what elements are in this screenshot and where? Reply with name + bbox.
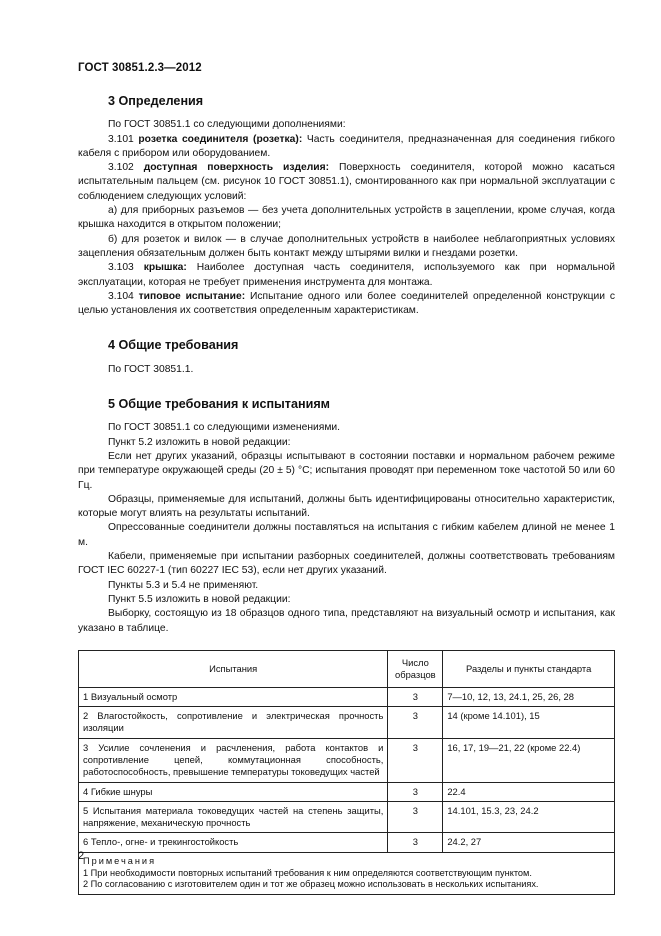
table-row (79, 687, 615, 706)
cell-test: 1 Визуальный осмотр (79, 687, 388, 706)
note-1: 1 При необходимости повторных испытаний требования к ним определяются соответствующим пунктом. (83, 867, 532, 878)
header-clauses: Разделы и пункты стандарта (443, 650, 615, 687)
definition-3-103 (78, 261, 615, 290)
section-4-text: По ГОСТ 30851.1. (108, 363, 194, 375)
cell-clauses: 7—10, 12, 13, 24.1, 25, 26, 28 (443, 687, 615, 706)
definition-term: крышка: (143, 262, 187, 274)
definition-3-104 (78, 290, 615, 319)
table-notes-row (79, 852, 615, 894)
cell-count: 3 (388, 833, 443, 852)
definition-3-102-item-a: а) для приборных разъемов — без учета дополнительных устройств в зацеплении, кроме случая, когда крышка находится в открытом положении; (78, 205, 615, 231)
section-3-intro: По ГОСТ 30851.1 со следующими дополнениями: (108, 119, 346, 131)
definition-3-101 (78, 133, 615, 162)
cell-test: 4 Гибкие шнуры (79, 782, 388, 801)
cell-count: 3 (388, 687, 443, 706)
document-code-header: ГОСТ 30851.2.3—2012 (78, 62, 202, 74)
section-5-paragraph: Пункт 5.5 изложить в новой редакции: (108, 593, 291, 605)
table-row (79, 707, 615, 739)
definition-3-102-item-b: б) для розеток и вилок — в случае дополнительных устройств в наиболее неблагоприятных условиях зацепления обязательным должен быть контакт между штырями вилки и гнездами розетки. (78, 233, 615, 259)
definition-text: Поверхность соединителя, которой можно касаться испытательным пальцем (см. рисунок 10 ГОСТ 30851.1), смонтированного как при нормальной эксплуатации с соблюдением следующих условий: (78, 162, 615, 202)
section-4-heading: 4 Общие требования (108, 338, 239, 353)
definition-term: доступная поверхность изделия: (143, 162, 330, 174)
definition-term: типовое испытание: (138, 290, 246, 302)
cell-test: 3 Усилие сочленения и расчленения, работа контактов и сопротивление цепей, коммутационная способность, работоспособность, превышение температуры токоведущих частей (79, 738, 388, 782)
notes-title: Примечания (83, 855, 157, 866)
section-5-heading: 5 Общие требования к испытаниям (108, 397, 330, 412)
page-content (78, 88, 615, 895)
definition-text: Наиболее доступная часть соединителя, используемого как при нормальной эксплуатации, которая не требует применения инструмента для монтажа. (78, 262, 615, 288)
section-5-paragraph: Если нет других указаний, образцы испытывают в состоянии поставки и нормальном рабочем режиме при температуре окружающей среды (20 ± 5) °C; испытания проводят при переменном токе частотой 50 или 60 Гц. (78, 450, 615, 491)
cell-clauses: 14.101, 15.3, 23, 24.2 (443, 801, 615, 833)
section-5-paragraph: Выборку, состоящую из 18 образцов одного типа, представляют на визуальный осмотр и испытания, как указано в таблице. (78, 608, 615, 634)
section-3-heading: 3 Определения (108, 94, 204, 108)
header-sample-count: Число образцов (388, 650, 443, 687)
cell-count: 3 (388, 738, 443, 782)
section-5-paragraph: Пункты 5.3 и 5.4 не применяют. (108, 579, 259, 591)
table-row (79, 738, 615, 782)
definition-number: 3.102 (108, 162, 144, 174)
section-5-paragraph: Опрессованные соединители должны поставляться на испытания с гибким кабелем длиной не менее 1 м. (78, 522, 615, 548)
section-5-paragraph: Пункт 5.2 изложить в новой редакции: (108, 436, 291, 448)
cell-test: 6 Тепло-, огне- и трекингостойкость (79, 833, 388, 852)
definition-text: Испытание одного или более соединителей определенной конструкции с целью установления их соответствия определенным характеристикам. (78, 290, 615, 317)
table-row (79, 782, 615, 801)
definition-term: розетка соединителя (розетка): (138, 133, 303, 145)
cell-clauses: 16, 17, 19—21, 22 (кроме 22.4) (443, 738, 615, 782)
definition-number: 3.103 (108, 262, 144, 274)
definition-text: Часть соединителя, предназначенная для соединения гибкого кабеля с прибором или оборудованием. (78, 133, 615, 159)
table-notes (79, 852, 615, 894)
cell-count: 3 (388, 782, 443, 801)
section-5-paragraph: Образцы, применяемые для испытаний, должны быть идентифицированы относительно характеристик, которые могут влиять на результаты испытаний. (78, 493, 615, 520)
table-header-row (79, 650, 615, 687)
cell-test: 5 Испытания материала токоведущих частей на степень защиты, напряжение, механическую прочность (79, 801, 388, 833)
note-2: 2 По согласованию с изготовителем один и тот же образец можно использовать в нескольких испытаниях. (83, 879, 539, 890)
cell-count: 3 (388, 707, 443, 739)
section-5-paragraph: По ГОСТ 30851.1 со следующими изменениями. (108, 422, 341, 434)
cell-clauses: 24.2, 27 (443, 833, 615, 852)
section-5-paragraph: Кабели, применяемые при испытании разборных соединителей, должны соответствовать требованиям ГОСТ IEC 60227-1 (тип 60227 IEC 53), если нет других указаний. (78, 551, 615, 577)
page-number: 2 (78, 850, 85, 862)
definition-number: 3.104 (108, 290, 139, 302)
definition-3-102 (78, 161, 615, 204)
table-row (79, 833, 615, 852)
cell-test: 2 Влагостойкость, сопротивление и электрическая прочность изоляции (79, 707, 388, 739)
tests-table (78, 650, 615, 895)
definition-number: 3.101 (108, 133, 139, 145)
cell-count: 3 (388, 801, 443, 833)
header-tests: Испытания (79, 650, 388, 687)
cell-clauses: 22.4 (443, 782, 615, 801)
cell-clauses: 14 (кроме 14.101), 15 (443, 707, 615, 739)
table-row (79, 801, 615, 833)
